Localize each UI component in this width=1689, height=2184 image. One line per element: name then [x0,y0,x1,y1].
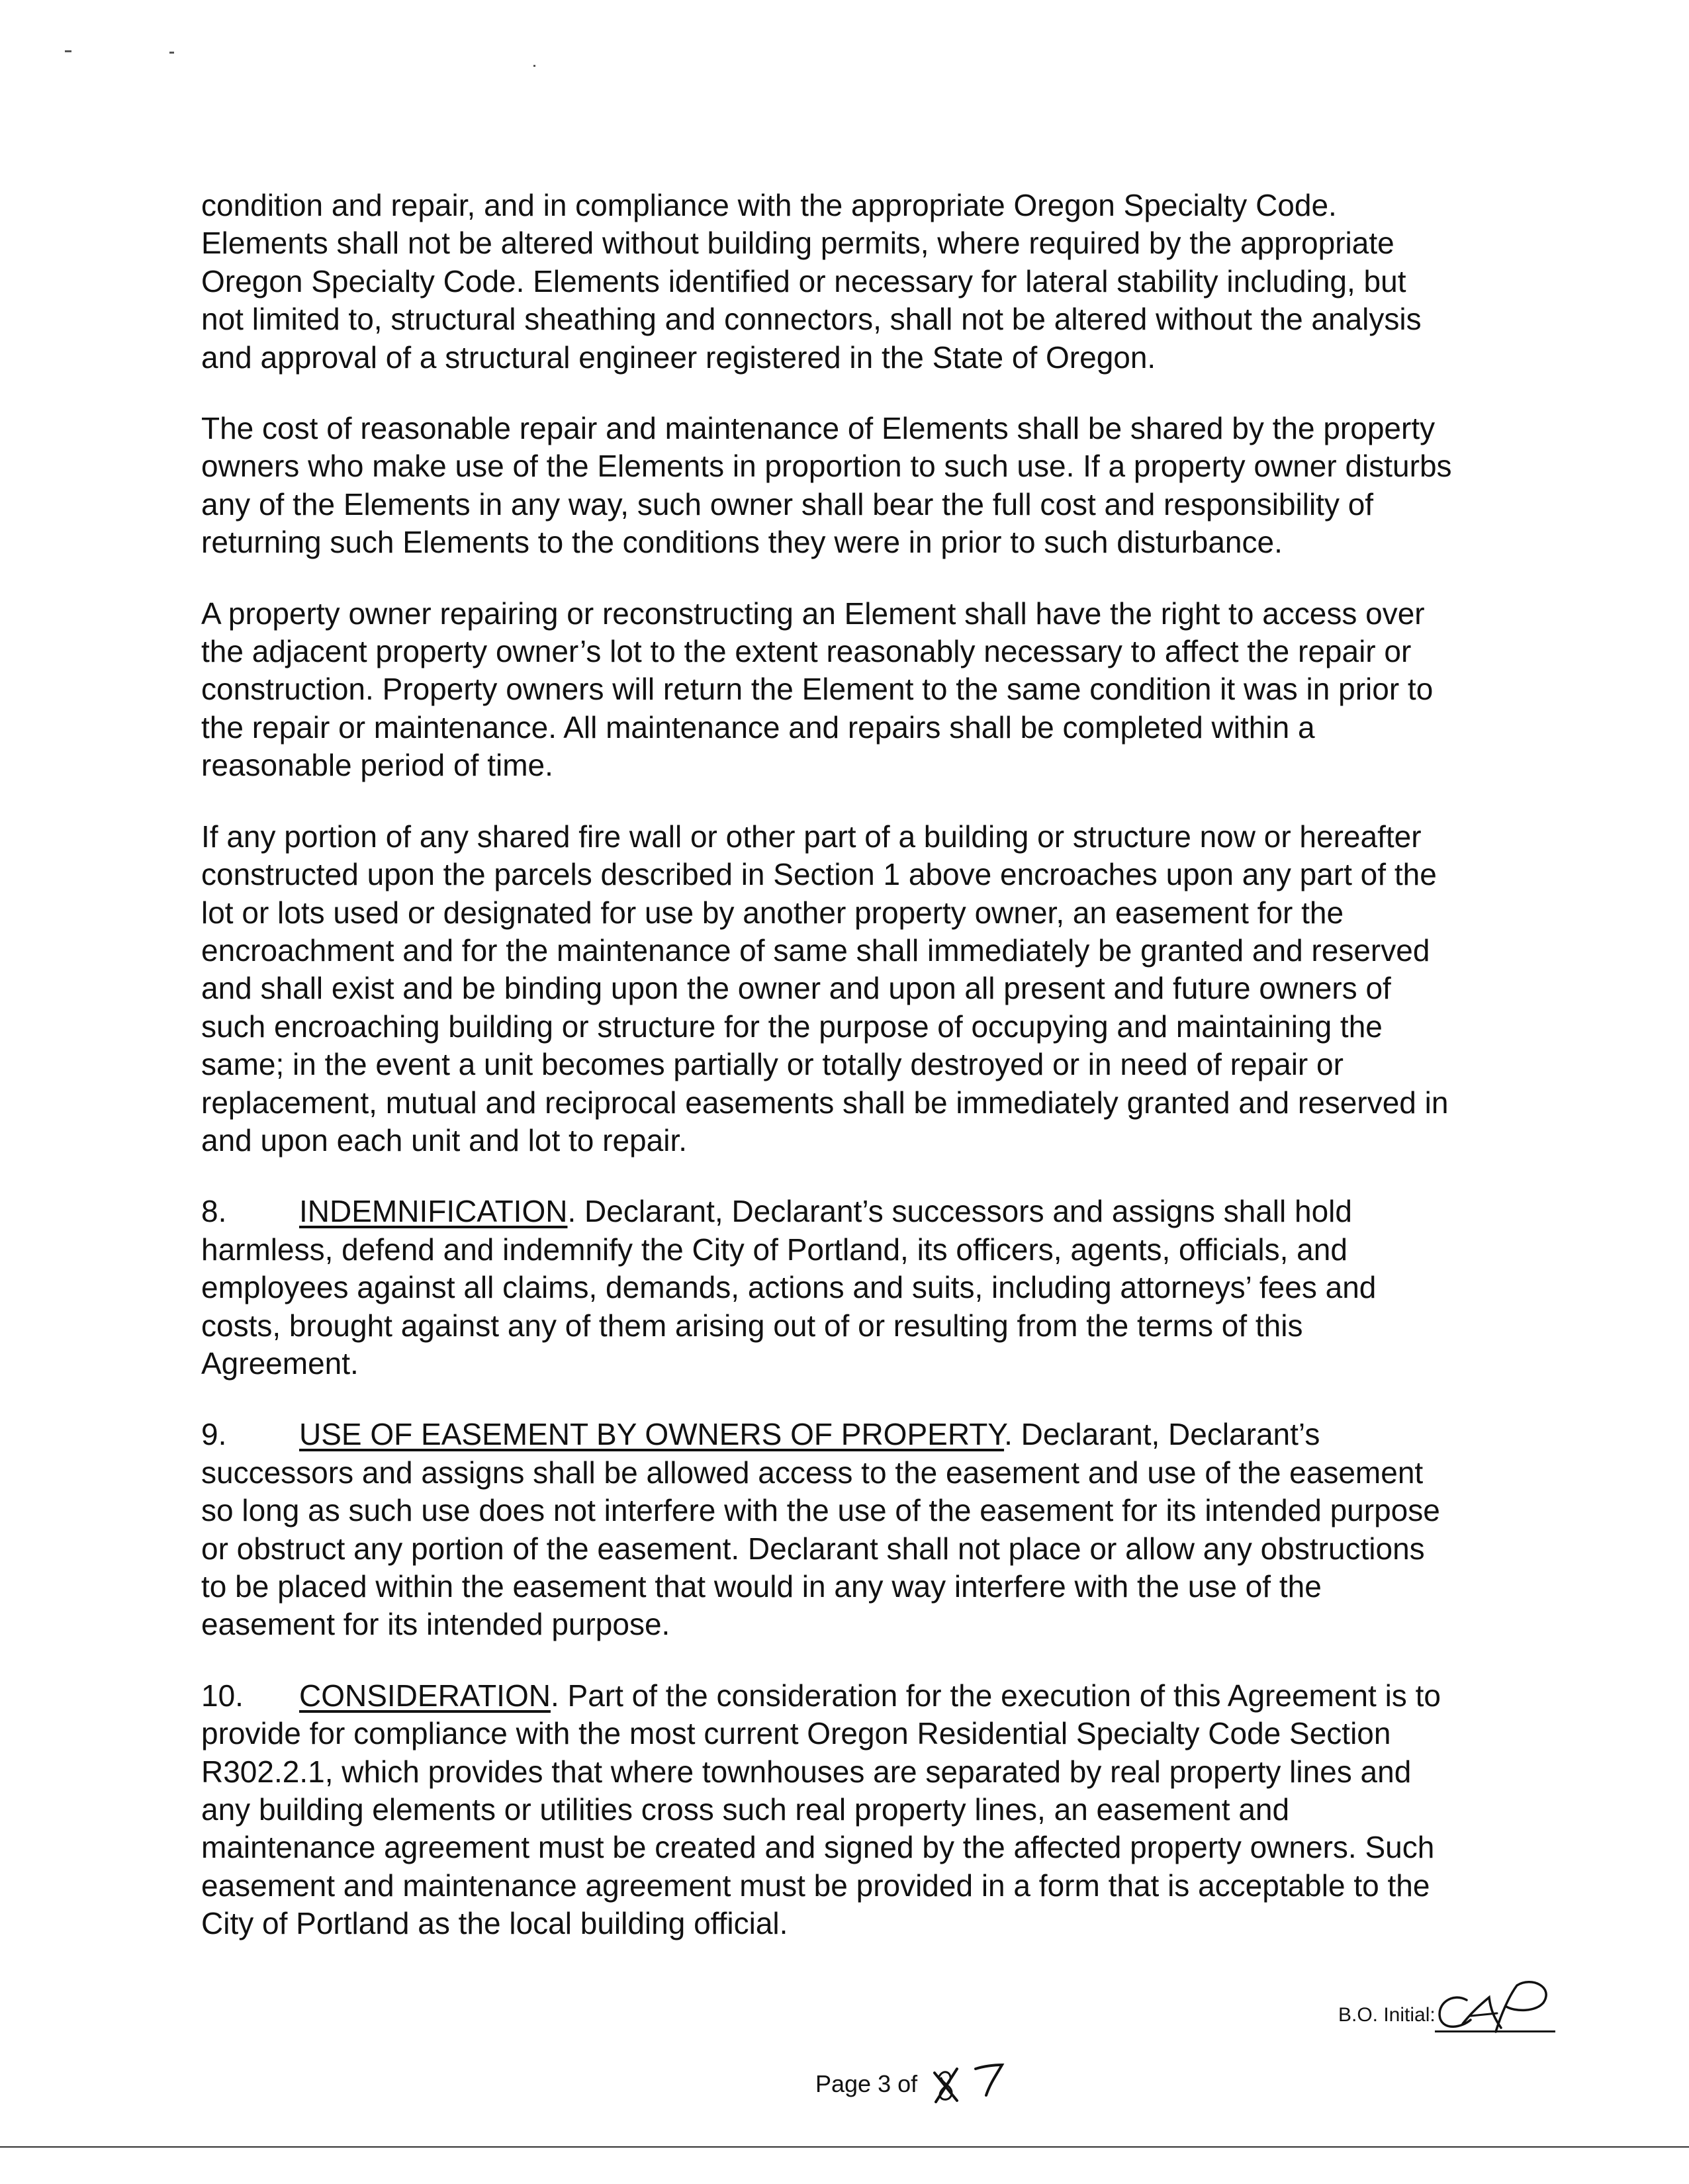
paragraph-access-rights: A property owner repairing or reconstructing an Element shall have the right to access over the adjacent property owner’s lot to the extent reasonably necessary to affect the repair or construction. Property owners will return the Element to the same condition it was in prior to the repair or maintenance. All maintenance and repairs shall be completed within a reasonable period of time. [201,596,1434,783]
section-consideration [201,1677,1578,1943]
initials-label: B.O. Initial: [1338,2004,1436,2026]
section-title: CONSIDERATION [299,1678,551,1713]
section-indemnification [201,1193,1578,1383]
page-number-footer [815,2058,1040,2105]
section-number: 10. [201,1678,244,1713]
page-number-label: Page 3 of [815,2070,918,2097]
document-body [201,187,1578,1976]
paragraph-repair-cost: The cost of reasonable repair and maintenance of Elements shall be shared by the property owners who make use of the Elements in proportion to such use. If a property owner disturbs any of the Elements in any way, such owner shall bear the full cost and responsibility of returning such Elements to the conditions they were in prior to such disturbance. [201,411,1452,560]
section-number: 8. [201,1194,227,1229]
paragraph-element-maintenance: condition and repair, and in compliance with the appropriate Oregon Specialty Code. Elements shall not be altered without building permits, where required by the appropriate Oregon Specialty Code. Elements identified or necessary for lateral stability including, but not limited to, structural sheathing and connectors, shall not be altered without the analysis and approval of a structural engineer registered in the State of Oregon. [201,188,1422,375]
paragraph-encroachment: If any portion of any shared fire wall or other part of a building or structure now or hereafter constructed upon the parcels described in Section 1 above encroaches upon any part of the lot or lots used or designated for use by another property owner, an easement for the encroachment and for the maintenance of same shall immediately be granted and reserved and shall exist and be binding upon the owner and upon all present and future owners of such encroaching building or structure for the purpose of occupying and maintaining the same; in the event a unit becomes partially or totally destroyed or in need of repair or replacement, mutual and reciprocal easements shall be immediately granted and reserved in and upon each unit and lot to repair. [201,819,1449,1158]
section-number: 9. [201,1417,227,1452]
section-title: USE OF EASEMENT BY OWNERS OF PROPERTY [299,1417,1005,1452]
handwritten-page-correction [933,2058,1032,2103]
section-use-of-easement [201,1416,1578,1643]
section-body: . Declarant, Declarant’s successors and assigns shall hold harmless, defend and indemnify the City of Portland, its officers, agents, officials, and employees against all claims, demands, actions and suits, including attorneys’ fees and costs, brought against any of them arising out of or resulting from the terms of this Agreement. [201,1194,1377,1381]
handwritten-initials [1432,1978,1565,2038]
section-body: . Declarant, Declarant’s successors and assigns shall be allowed access to the easement and use of the easement so long as such use does not interfere with the use of the easement for its intended purpose or obstruct any portion of the easement. Declarant shall not place or allow any obstructions to be placed within the easement that would in any way interfere with the use of the easement for its intended purpose. [201,1417,1440,1642]
scan-edge-line [0,2146,1689,2148]
scan-speck [533,65,535,67]
section-body: . Part of the consideration for the execution of this Agreement is to provide for compliance with the most current Oregon Residential Specialty Code Section R302.2.1, which provides that where townhouses are separated by real property lines and any building elements or utilities cross such real property lines, an easement and maintenance agreement must be created and signed by the affected property owners. Such easement and maintenance agreement must be provided in a form that is acceptable to the City of Portland as the local building official. [201,1678,1441,1941]
initials-block [1338,1979,1557,2038]
section-title: INDEMNIFICATION [299,1194,568,1229]
scan-speck [65,50,71,52]
scan-speck [169,52,174,54]
